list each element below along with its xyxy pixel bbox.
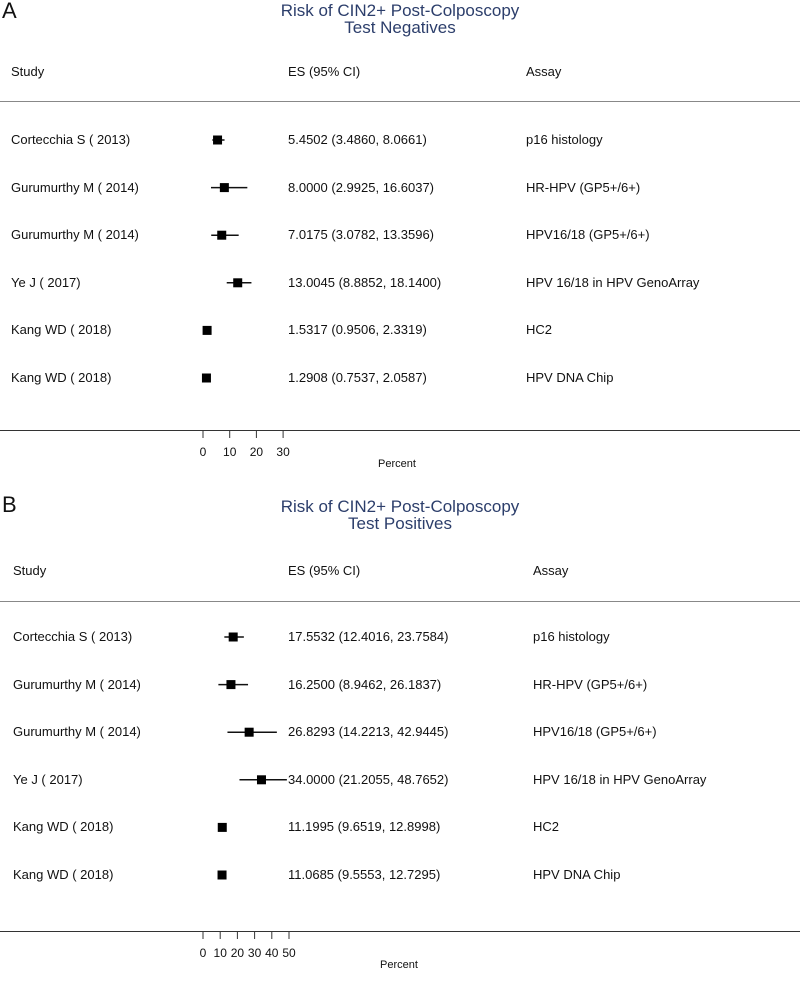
effect-size-ci: 7.0175 (3.0782, 13.3596) — [288, 227, 435, 243]
point-estimate-marker — [245, 728, 254, 737]
forest-plot-area — [0, 0, 800, 459]
study-name: Cortecchia S ( 2013) — [13, 629, 133, 644]
x-axis-label: Percent — [380, 959, 418, 971]
effect-size-ci: 13.0045 (8.8852, 18.1400) — [288, 274, 442, 290]
effect-size-ci: 8.0000 (2.9925, 16.6037) — [288, 179, 435, 195]
panel-label: A — [2, 0, 17, 23]
chart-title: Risk of CIN2+ Post-Colposcopy — [280, 1, 520, 20]
point-estimate-marker — [203, 326, 212, 335]
effect-size-ci: 1.2908 (0.7537, 2.0587) — [288, 370, 427, 385]
x-axis-tick-label: 20 — [249, 445, 264, 459]
x-axis-tick-label: 0 — [199, 445, 207, 459]
x-axis-tick-label: 20 — [230, 946, 245, 960]
x-axis-tick-label: 0 — [199, 946, 207, 960]
assay-name: HR-HPV (GP5+/6+) — [526, 179, 641, 195]
forest-plot-panel-b — [0, 494, 800, 981]
point-estimate-marker — [229, 633, 238, 642]
column-header-es: ES (95% CI) — [288, 563, 361, 578]
point-estimate-marker — [217, 231, 226, 240]
study-name: Kang WD ( 2018) — [11, 322, 112, 338]
study-name: Gurumurthy M ( 2014) — [13, 676, 141, 692]
column-header-study: Study — [13, 563, 47, 578]
chart-title: Risk of CIN2+ Post-Colposcopy — [280, 497, 520, 516]
study-name: Ye J ( 2017) — [11, 274, 81, 290]
x-axis-tick-label: 50 — [282, 946, 296, 960]
assay-name: p16 histology — [526, 132, 603, 147]
assay-name: HR-HPV (GP5+/6+) — [533, 676, 648, 692]
study-name: Kang WD ( 2018) — [13, 819, 114, 835]
column-header-es: ES (95% CI) — [288, 64, 361, 79]
effect-size-ci: 34.0000 (21.2055, 48.7652) — [288, 771, 449, 787]
x-axis-tick-label: 40 — [265, 946, 279, 960]
effect-size-ci: 26.8293 (14.2213, 42.9445) — [288, 724, 449, 740]
assay-name: HPV 16/18 in HPV GenoArray — [526, 274, 700, 290]
study-name: Gurumurthy M ( 2014) — [13, 724, 141, 740]
study-name: Kang WD ( 2018) — [13, 867, 114, 882]
x-axis-tick-label: 10 — [223, 445, 237, 459]
x-axis-tick-label: 10 — [213, 946, 227, 960]
assay-name: HPV16/18 (GP5+/6+) — [533, 724, 657, 740]
point-estimate-marker — [213, 136, 222, 145]
point-estimate-marker — [218, 823, 227, 832]
study-name: Ye J ( 2017) — [13, 771, 83, 787]
study-name: Kang WD ( 2018) — [11, 370, 112, 385]
effect-size-ci: 16.2500 (8.9462, 26.1837) — [288, 676, 442, 692]
x-axis-tick-label: 30 — [247, 946, 262, 960]
panel-label: B — [2, 492, 17, 517]
point-estimate-marker — [202, 374, 211, 383]
forest-plot-panel-a — [0, 0, 800, 490]
assay-name: HPV 16/18 in HPV GenoArray — [533, 771, 707, 787]
point-estimate-marker — [233, 278, 242, 287]
bottom-rule — [0, 931, 800, 932]
point-estimate-marker — [226, 680, 235, 689]
chart-subtitle: Test Positives — [348, 514, 452, 533]
column-header-assay: Assay — [533, 563, 569, 578]
study-name: Cortecchia S ( 2013) — [11, 132, 131, 147]
column-header-study: Study — [11, 64, 45, 79]
point-estimate-marker — [220, 183, 229, 192]
bottom-rule — [0, 430, 800, 431]
assay-name: HC2 — [533, 819, 560, 835]
point-estimate-marker — [218, 871, 227, 880]
effect-size-ci: 5.4502 (3.4860, 8.0661) — [288, 132, 427, 147]
x-axis-tick-label: 30 — [276, 445, 290, 459]
point-estimate-marker — [257, 775, 266, 784]
study-name: Gurumurthy M ( 2014) — [11, 227, 139, 243]
effect-size-ci: 17.5532 (12.4016, 23.7584) — [288, 629, 449, 644]
study-name: Gurumurthy M ( 2014) — [11, 179, 139, 195]
effect-size-ci: 11.1995 (9.6519, 12.8998) — [288, 819, 441, 835]
assay-name: HPV DNA Chip — [526, 370, 614, 385]
assay-name: HC2 — [526, 322, 553, 338]
assay-name: HPV16/18 (GP5+/6+) — [526, 227, 650, 243]
forest-plot-area — [0, 494, 800, 960]
column-header-assay: Assay — [526, 64, 562, 79]
assay-name: p16 histology — [533, 629, 610, 644]
effect-size-ci: 1.5317 (0.9506, 2.3319) — [288, 322, 427, 338]
x-axis-label: Percent — [378, 458, 416, 470]
effect-size-ci: 11.0685 (9.5553, 12.7295) — [288, 867, 441, 882]
assay-name: HPV DNA Chip — [533, 867, 621, 882]
chart-subtitle: Test Negatives — [344, 18, 456, 37]
